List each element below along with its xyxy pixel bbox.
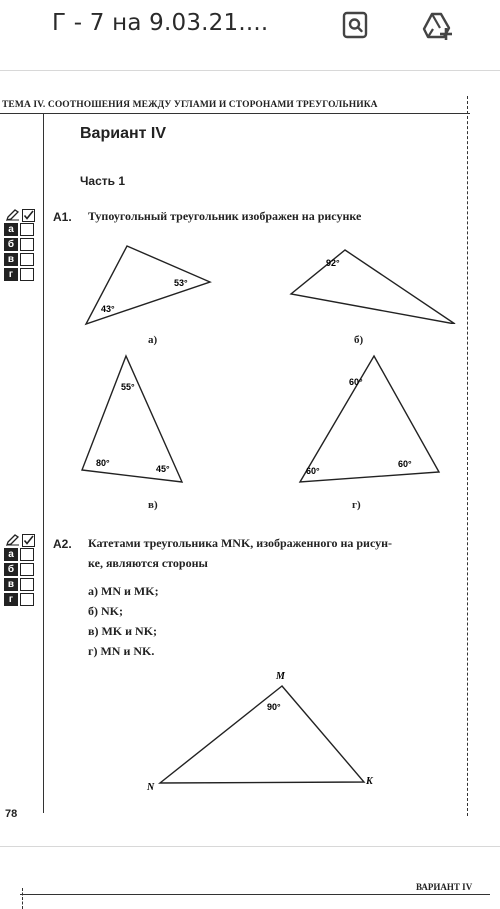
answer-cell-g[interactable] xyxy=(20,268,34,281)
answer-letter: а xyxy=(4,223,18,236)
question-number: А2. xyxy=(53,537,72,551)
triangle-mnk-figure xyxy=(140,666,390,796)
vertex-label-k: K xyxy=(366,776,373,787)
pencil-icon xyxy=(6,534,20,546)
part-title: Часть 1 xyxy=(80,174,126,188)
answer-box-a1 xyxy=(4,208,44,282)
answer-option-g: г) MN и NK. xyxy=(88,644,155,658)
answer-letter: в xyxy=(4,253,18,266)
variant-title: Вариант IV xyxy=(80,125,167,142)
vertex-label-m: M xyxy=(276,671,285,682)
cut-line xyxy=(467,96,468,816)
page-gap-divider xyxy=(0,846,500,847)
vertex-label-n: N xyxy=(147,782,155,793)
checkbox-icon xyxy=(22,534,35,547)
question-number: А1. xyxy=(53,210,72,224)
answer-option-v: в) MK и NK; xyxy=(88,624,158,638)
answer-cell-b[interactable] xyxy=(20,563,34,576)
answer-box-header xyxy=(4,533,44,547)
angle-label: 60° xyxy=(306,466,320,476)
checkbox-icon xyxy=(22,209,35,222)
image-search-icon[interactable] xyxy=(338,8,372,42)
angle-label: 55° xyxy=(121,382,135,392)
figure-label: б) xyxy=(354,334,364,346)
angle-label: 43° xyxy=(101,304,115,314)
angle-label: 45° xyxy=(156,464,170,474)
triangle-figure-g xyxy=(294,352,444,487)
angle-label: 90° xyxy=(267,702,281,712)
figure-label: г) xyxy=(352,499,361,511)
answer-cell-g[interactable] xyxy=(20,593,34,606)
question-text-line2: ке, являются стороны xyxy=(88,556,208,570)
add-to-drive-icon[interactable] xyxy=(420,8,454,42)
question-text: Тупоугольный треугольник изображен на рисунке xyxy=(88,209,362,223)
answer-cell-b[interactable] xyxy=(20,238,34,251)
pencil-icon xyxy=(6,209,20,221)
answer-letter: в xyxy=(4,578,18,591)
triangle-figure-a xyxy=(80,236,220,326)
next-page-rule xyxy=(20,894,490,895)
topic-header: ТЕМА IV. СООТНОШЕНИЯ МЕЖДУ УГЛАМИ И СТОРОНАМИ ТРЕУГОЛЬНИКА xyxy=(2,100,378,110)
header-rule xyxy=(0,113,470,114)
answer-cell-a[interactable] xyxy=(20,548,34,561)
document-page xyxy=(0,86,500,840)
angle-label: 53° xyxy=(174,278,188,288)
triangle-figure-b xyxy=(285,244,460,324)
answer-letter: г xyxy=(4,593,18,606)
answer-cell-v[interactable] xyxy=(20,253,34,266)
document-title: Г - 7 на 9.03.21.... xyxy=(52,10,269,36)
answer-box-a2 xyxy=(4,533,44,607)
figure-label: а) xyxy=(148,334,158,346)
answer-box-header xyxy=(4,208,44,222)
answer-letter: б xyxy=(4,238,18,251)
answer-letter: а xyxy=(4,548,18,561)
triangle-figure-v xyxy=(78,352,188,487)
app-bar xyxy=(0,0,500,62)
answer-cell-a[interactable] xyxy=(20,223,34,236)
question-text-line1: Катетами треугольника MNK, изображенного на рисун- xyxy=(88,536,393,550)
page-number: 78 xyxy=(5,808,18,820)
answer-letter: б xyxy=(4,563,18,576)
answer-letter: г xyxy=(4,268,18,281)
next-page-header: ВАРИАНТ IV xyxy=(416,882,473,892)
angle-label: 92° xyxy=(326,258,340,268)
answer-cell-v[interactable] xyxy=(20,578,34,591)
figure-label: в) xyxy=(148,499,158,511)
answer-option-a: а) MN и MK; xyxy=(88,584,159,598)
answer-option-b: б) NK; xyxy=(88,604,123,618)
next-page-cut-line xyxy=(22,888,23,909)
angle-label: 80° xyxy=(96,458,110,468)
angle-label: 60° xyxy=(349,377,363,387)
next-page-preview xyxy=(0,862,500,909)
angle-label: 60° xyxy=(398,459,412,469)
app-bar-divider xyxy=(0,70,500,71)
